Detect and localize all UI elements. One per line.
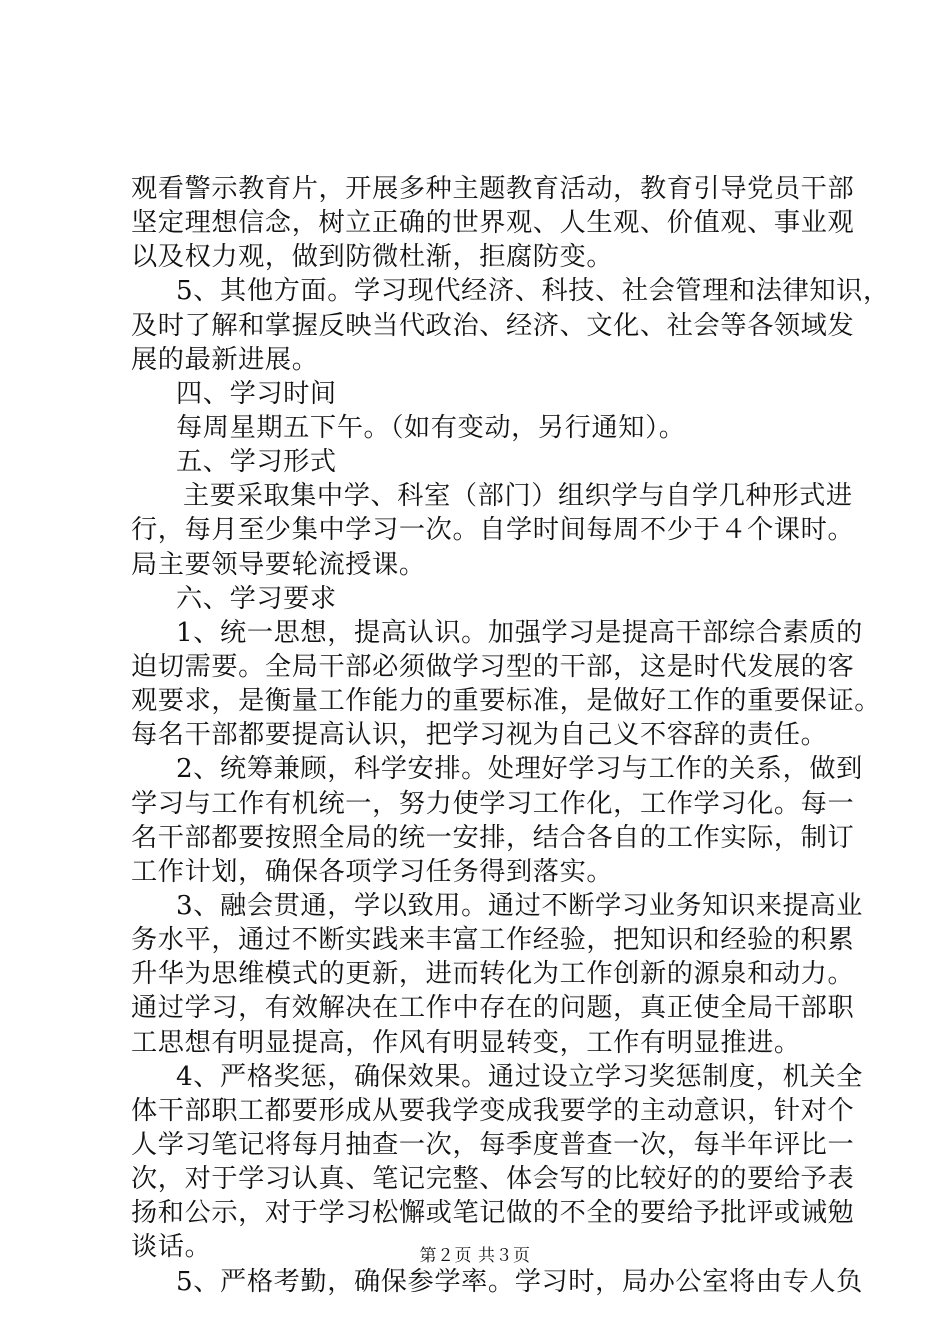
text-line: 坚定理想信念，树立正确的世界观、人生观、价值观、事业观 [131,208,855,239]
text-line: 人学习笔记将每月抽查一次，每季度普查一次，每半年评比一 [131,1129,855,1160]
text-line: 工作计划，确保各项学习任务得到落实。 [131,856,614,887]
text-line: 升华为思维模式的更新，进而转化为工作创新的源泉和动力。 [131,959,855,990]
text-line: 扬和公示，对于学习松懈或笔记做的不全的要给予批评或诫勉 [131,1198,855,1229]
text-line: 及时了解和掌握反映当代政治、经济、文化、社会等各领域发 [131,310,855,341]
text-line: 名干部都要按照全局的统一安排，结合各自的工作实际，制订 [131,822,855,853]
text-line: 五、学习形式 [176,447,337,478]
text-line: 以及权力观，做到防微杜渐，拒腐防变。 [131,242,614,273]
text-line: 5、严格考勤，确保参学率。学习时，局办公室将由专人负 [176,1266,863,1297]
text-line: 主要采取集中学、科室（部门）组织学与自学几种形式进 [183,481,853,512]
text-line: 谈话。 [131,1232,212,1263]
text-line: 每周星期五下午。（如有变动，另行通知）。 [176,412,686,443]
text-line: 观看警示教育片，开展多种主题教育活动，教育引导党员干部 [131,174,855,204]
text-line: 通过学习，有效解决在工作中存在的问题，真正使全局干部职 [131,993,855,1024]
text-line: 局主要领导要轮流授课。 [131,549,426,580]
document-body [131,172,890,1299]
text-line: 观要求，是衡量工作能力的重要标准，是做好工作的重要保证。 [131,686,882,717]
text-line: 2、统筹兼顾，科学安排。处理好学习与工作的关系，做到 [176,754,863,785]
text-line: 六、学习要求 [176,583,337,614]
text-line: 4、严格奖惩，确保效果。通过设立学习奖惩制度，机关全 [176,1061,863,1092]
text-line: 四、学习时间 [176,378,337,409]
text-line: 展的最新进展。 [131,344,319,375]
text-line: 迫切需要。全局干部必须做学习型的干部，这是时代发展的客 [131,651,855,682]
page-footer: 第２页 共３页 [419,1246,531,1266]
text-line: 学习与工作有机统一，努力使学习工作化，工作学习化。每一 [131,788,855,819]
text-line: 3、融会贯通，学以致用。通过不断学习业务知识来提高业 [176,890,863,921]
text-line: 务水平，通过不断实践来丰富工作经验，把知识和经验的积累 [131,925,855,956]
text-line: 行，每月至少集中学习一次。自学时间每周不少于４个课时。 [131,515,855,546]
text-line: 工思想有明显提高，作风有明显转变，工作有明显推进。 [131,1027,801,1058]
text-line: 1、统一思想，提高认识。加强学习是提高干部综合素质的 [176,617,863,648]
text-line: 次，对于学习认真、笔记完整、体会写的比较好的的要给予表 [131,1164,855,1195]
text-line: 体干部职工都要形成从要我学变成我要学的主动意识，针对个 [131,1095,855,1126]
text-line: 每名干部都要提高认识，把学习视为自己义不容辞的责任。 [131,720,828,751]
text-line: 5、其他方面。学习现代经济、科技、社会管理和法律知识， [176,276,890,307]
